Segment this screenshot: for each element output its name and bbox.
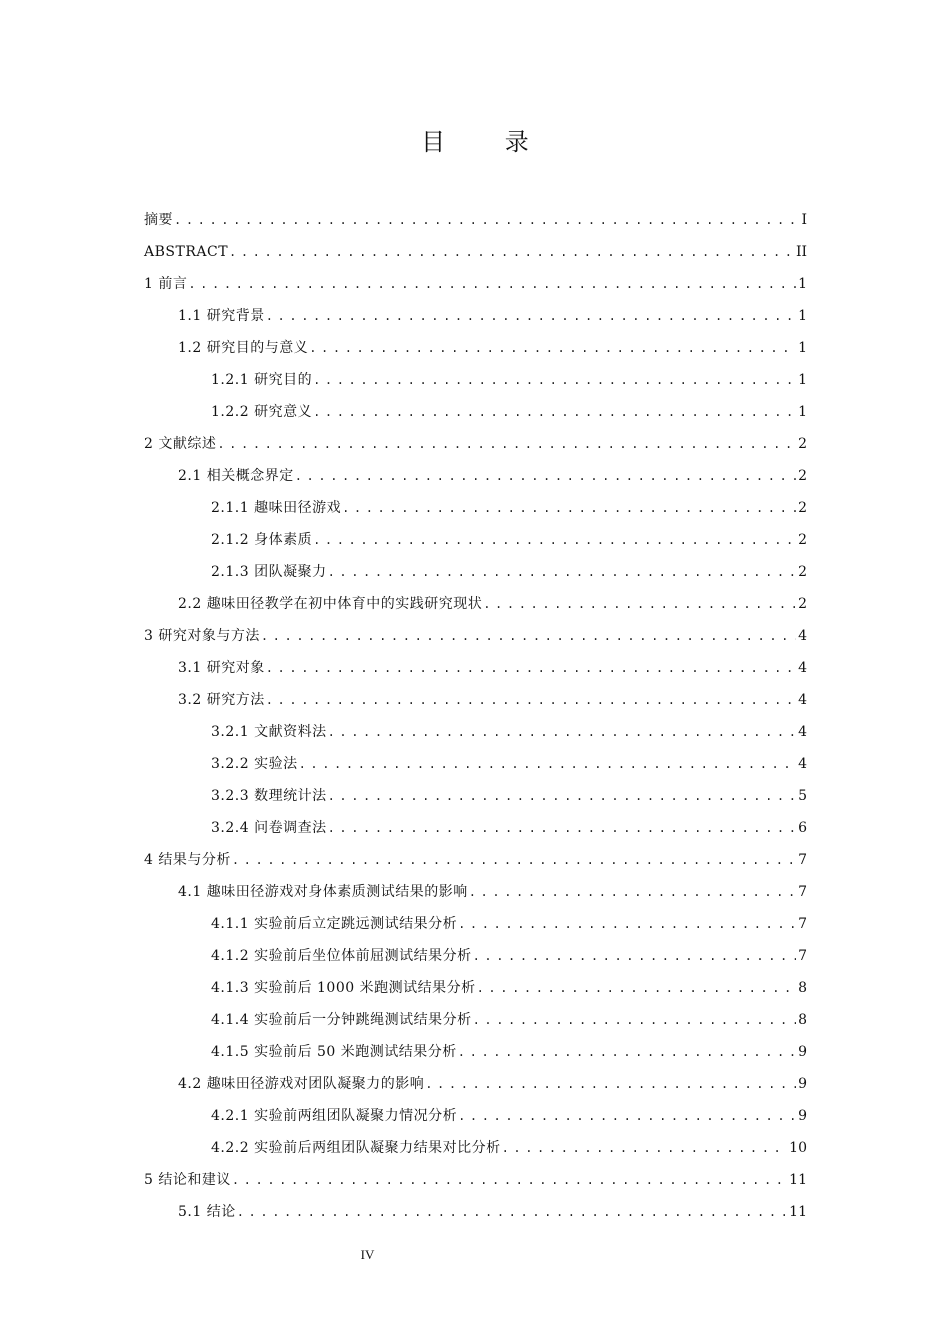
toc-entry-label: 3.2 研究方法: [178, 692, 265, 708]
toc-entry-label: 4.2.1 实验前两组团队凝聚力情况分析: [211, 1108, 458, 1124]
toc-entry-label: 3.1 研究对象: [178, 660, 265, 676]
toc-entry-label: 3 研究对象与方法: [144, 628, 260, 644]
toc-entry-page-number: 9: [798, 1076, 807, 1092]
toc-entry-label: 4.1 趣味田径游戏对身体素质测试结果的影响: [178, 884, 468, 900]
toc-dot-leader: [502, 1138, 788, 1158]
toc-entry-page-number: 4: [798, 692, 807, 708]
toc-dot-leader: [342, 498, 796, 518]
toc-entry-page-number: 6: [798, 820, 807, 836]
toc-entry[interactable]: [144, 870, 807, 902]
toc-dot-leader: [174, 210, 797, 230]
toc-entry-page-number: 7: [798, 884, 807, 900]
toc-entry[interactable]: [144, 262, 807, 294]
toc-entry-page-number: 4: [798, 660, 807, 676]
toc-entry-label: 3.2.2 实验法: [211, 756, 298, 772]
toc-dot-leader: [328, 818, 797, 838]
toc-entry-label: 2.1 相关概念界定: [178, 468, 294, 484]
toc-entry-label: 3.2.1 文献资料法: [211, 724, 327, 740]
toc-entry[interactable]: [144, 838, 807, 870]
toc-dot-leader: [299, 754, 797, 774]
toc-entry-page-number: 1: [798, 308, 807, 324]
toc-dot-leader: [469, 882, 796, 902]
toc-dot-leader: [313, 530, 796, 550]
toc-entry[interactable]: [144, 966, 807, 998]
toc-entry-page-number: 4: [798, 724, 807, 740]
toc-dot-leader: [328, 786, 797, 806]
toc-entry-page-number: 9: [798, 1108, 807, 1124]
toc-entry[interactable]: [144, 1094, 807, 1126]
toc-entry-page-number: 1: [798, 372, 807, 388]
toc-entry-label: 摘要: [144, 212, 173, 228]
toc-entry[interactable]: [144, 518, 807, 550]
toc-entry[interactable]: [144, 198, 807, 230]
toc-entry[interactable]: [144, 486, 807, 518]
toc-entry-page-number: 7: [798, 948, 807, 964]
toc-dot-leader: [425, 1074, 796, 1094]
toc-entry-label: 4 结果与分析: [144, 852, 231, 868]
toc-entry-label: 4.1.2 实验前后坐位体前屈测试结果分析: [211, 948, 472, 964]
toc-entry-page-number: 9: [798, 1044, 807, 1060]
toc-entry-page-number: 10: [789, 1140, 807, 1156]
toc-entry[interactable]: [144, 902, 807, 934]
toc-entry[interactable]: [144, 678, 807, 710]
toc-entry-label: 1.2.2 研究意义: [211, 404, 313, 420]
toc-dot-leader: [309, 338, 796, 358]
toc-entry[interactable]: [144, 1062, 807, 1094]
toc-entry-label: 3.2.4 问卷调查法: [211, 820, 327, 836]
toc-entry[interactable]: [144, 998, 807, 1030]
toc-dot-leader: [328, 562, 797, 582]
toc-entry-page-number: 7: [798, 916, 807, 932]
toc-dot-leader: [237, 1202, 787, 1222]
toc-dot-leader: [261, 626, 796, 646]
toc-entry-page-number: 7: [798, 852, 807, 868]
toc-entry-label: 1.2 研究目的与意义: [178, 340, 309, 356]
toc-entry-page-number: 2: [798, 468, 807, 484]
toc-entry-label: 1.2.1 研究目的: [211, 372, 313, 388]
footer-page-number: IV: [360, 1247, 375, 1262]
toc-entry-label: 2.1.2 身体素质: [211, 532, 313, 548]
toc-entry-page-number: 1: [798, 340, 807, 356]
toc-entry-page-number: 11: [789, 1172, 807, 1188]
toc-entry-page-number: 2: [798, 596, 807, 612]
toc-entry-page-number: 1: [798, 276, 807, 292]
toc-entry-label: 4.2.2 实验前后两组团队凝聚力结果对比分析: [211, 1140, 501, 1156]
toc-entry-label: 4.1.5 实验前后 50 米跑测试结果分析: [211, 1044, 457, 1060]
toc-dot-leader: [217, 434, 796, 454]
toc-entry[interactable]: [144, 230, 807, 262]
toc-dot-leader: [328, 722, 797, 742]
toc-entry-label: 3.2.3 数理统计法: [211, 788, 327, 804]
toc-entry[interactable]: [144, 1190, 807, 1222]
toc-entry-label: 4.2 趣味田径游戏对团队凝聚力的影响: [178, 1076, 425, 1092]
toc-entry-page-number: I: [801, 212, 807, 228]
toc-entry-label: 4.1.4 实验前后一分钟跳绳测试结果分析: [211, 1012, 472, 1028]
table-of-contents: [144, 198, 807, 1222]
toc-dot-leader: [232, 850, 796, 870]
toc-entry-page-number: 4: [798, 756, 807, 772]
toc-entry[interactable]: [144, 934, 807, 966]
toc-dot-leader: [229, 242, 794, 262]
toc-entry[interactable]: [144, 710, 807, 742]
toc-entry-label: 5 结论和建议: [144, 1172, 231, 1188]
toc-entry[interactable]: [144, 806, 807, 838]
toc-entry[interactable]: [144, 294, 807, 326]
toc-dot-leader: [483, 594, 796, 614]
toc-dot-leader: [458, 1106, 796, 1126]
toc-entry[interactable]: [144, 582, 807, 614]
toc-entry-label: ABSTRACT: [144, 244, 229, 260]
toc-entry[interactable]: [144, 454, 807, 486]
page-title: 目 录: [421, 128, 555, 156]
toc-entry[interactable]: [144, 742, 807, 774]
toc-entry-label: 4.1.1 实验前后立定跳远测试结果分析: [211, 916, 458, 932]
toc-dot-leader: [232, 1170, 787, 1190]
toc-entry-page-number: 4: [798, 628, 807, 644]
toc-entry-label: 2.1.1 趣味田径游戏: [211, 500, 342, 516]
toc-entry-label: 2.2 趣味田径教学在初中体育中的实践研究现状: [178, 596, 483, 612]
toc-entry-page-number: 1: [798, 404, 807, 420]
toc-entry[interactable]: [144, 646, 807, 678]
toc-entry[interactable]: [144, 614, 807, 646]
toc-entry[interactable]: [144, 550, 807, 582]
toc-entry-label: 1.1 研究背景: [178, 308, 265, 324]
toc-entry[interactable]: [144, 326, 807, 358]
toc-dot-leader: [266, 690, 796, 710]
toc-entry-page-number: 11: [789, 1204, 807, 1220]
toc-dot-leader: [266, 658, 796, 678]
toc-entry-page-number: 8: [798, 1012, 807, 1028]
toc-dot-leader: [477, 978, 796, 998]
toc-dot-leader: [458, 1042, 796, 1062]
toc-entry-page-number: 2: [798, 436, 807, 452]
toc-entry[interactable]: [144, 358, 807, 390]
toc-entry[interactable]: [144, 422, 807, 454]
toc-dot-leader: [295, 466, 796, 486]
toc-entry-page-number: 5: [798, 788, 807, 804]
toc-entry[interactable]: [144, 1126, 807, 1158]
toc-entry[interactable]: [144, 390, 807, 422]
toc-dot-leader: [473, 1010, 797, 1030]
toc-entry-page-number: II: [795, 244, 807, 260]
toc-entry-label: 1 前言: [144, 276, 188, 292]
toc-entry-label: 5.1 结论: [178, 1204, 236, 1220]
toc-entry-page-number: 2: [798, 532, 807, 548]
toc-dot-leader: [266, 306, 796, 326]
toc-entry-label: 2.1.3 团队凝聚力: [211, 564, 327, 580]
toc-entry-label: 2 文献综述: [144, 436, 217, 452]
toc-dot-leader: [313, 370, 796, 390]
toc-entry-page-number: 2: [798, 500, 807, 516]
toc-entry-page-number: 8: [798, 980, 807, 996]
toc-dot-leader: [473, 946, 797, 966]
toc-dot-leader: [188, 274, 796, 294]
toc-entry-page-number: 2: [798, 564, 807, 580]
toc-dot-leader: [313, 402, 796, 422]
toc-entry[interactable]: [144, 1158, 807, 1190]
toc-entry[interactable]: [144, 774, 807, 806]
toc-entry-label: 4.1.3 实验前后 1000 米跑测试结果分析: [211, 980, 476, 996]
toc-dot-leader: [458, 914, 796, 934]
toc-entry[interactable]: [144, 1030, 807, 1062]
